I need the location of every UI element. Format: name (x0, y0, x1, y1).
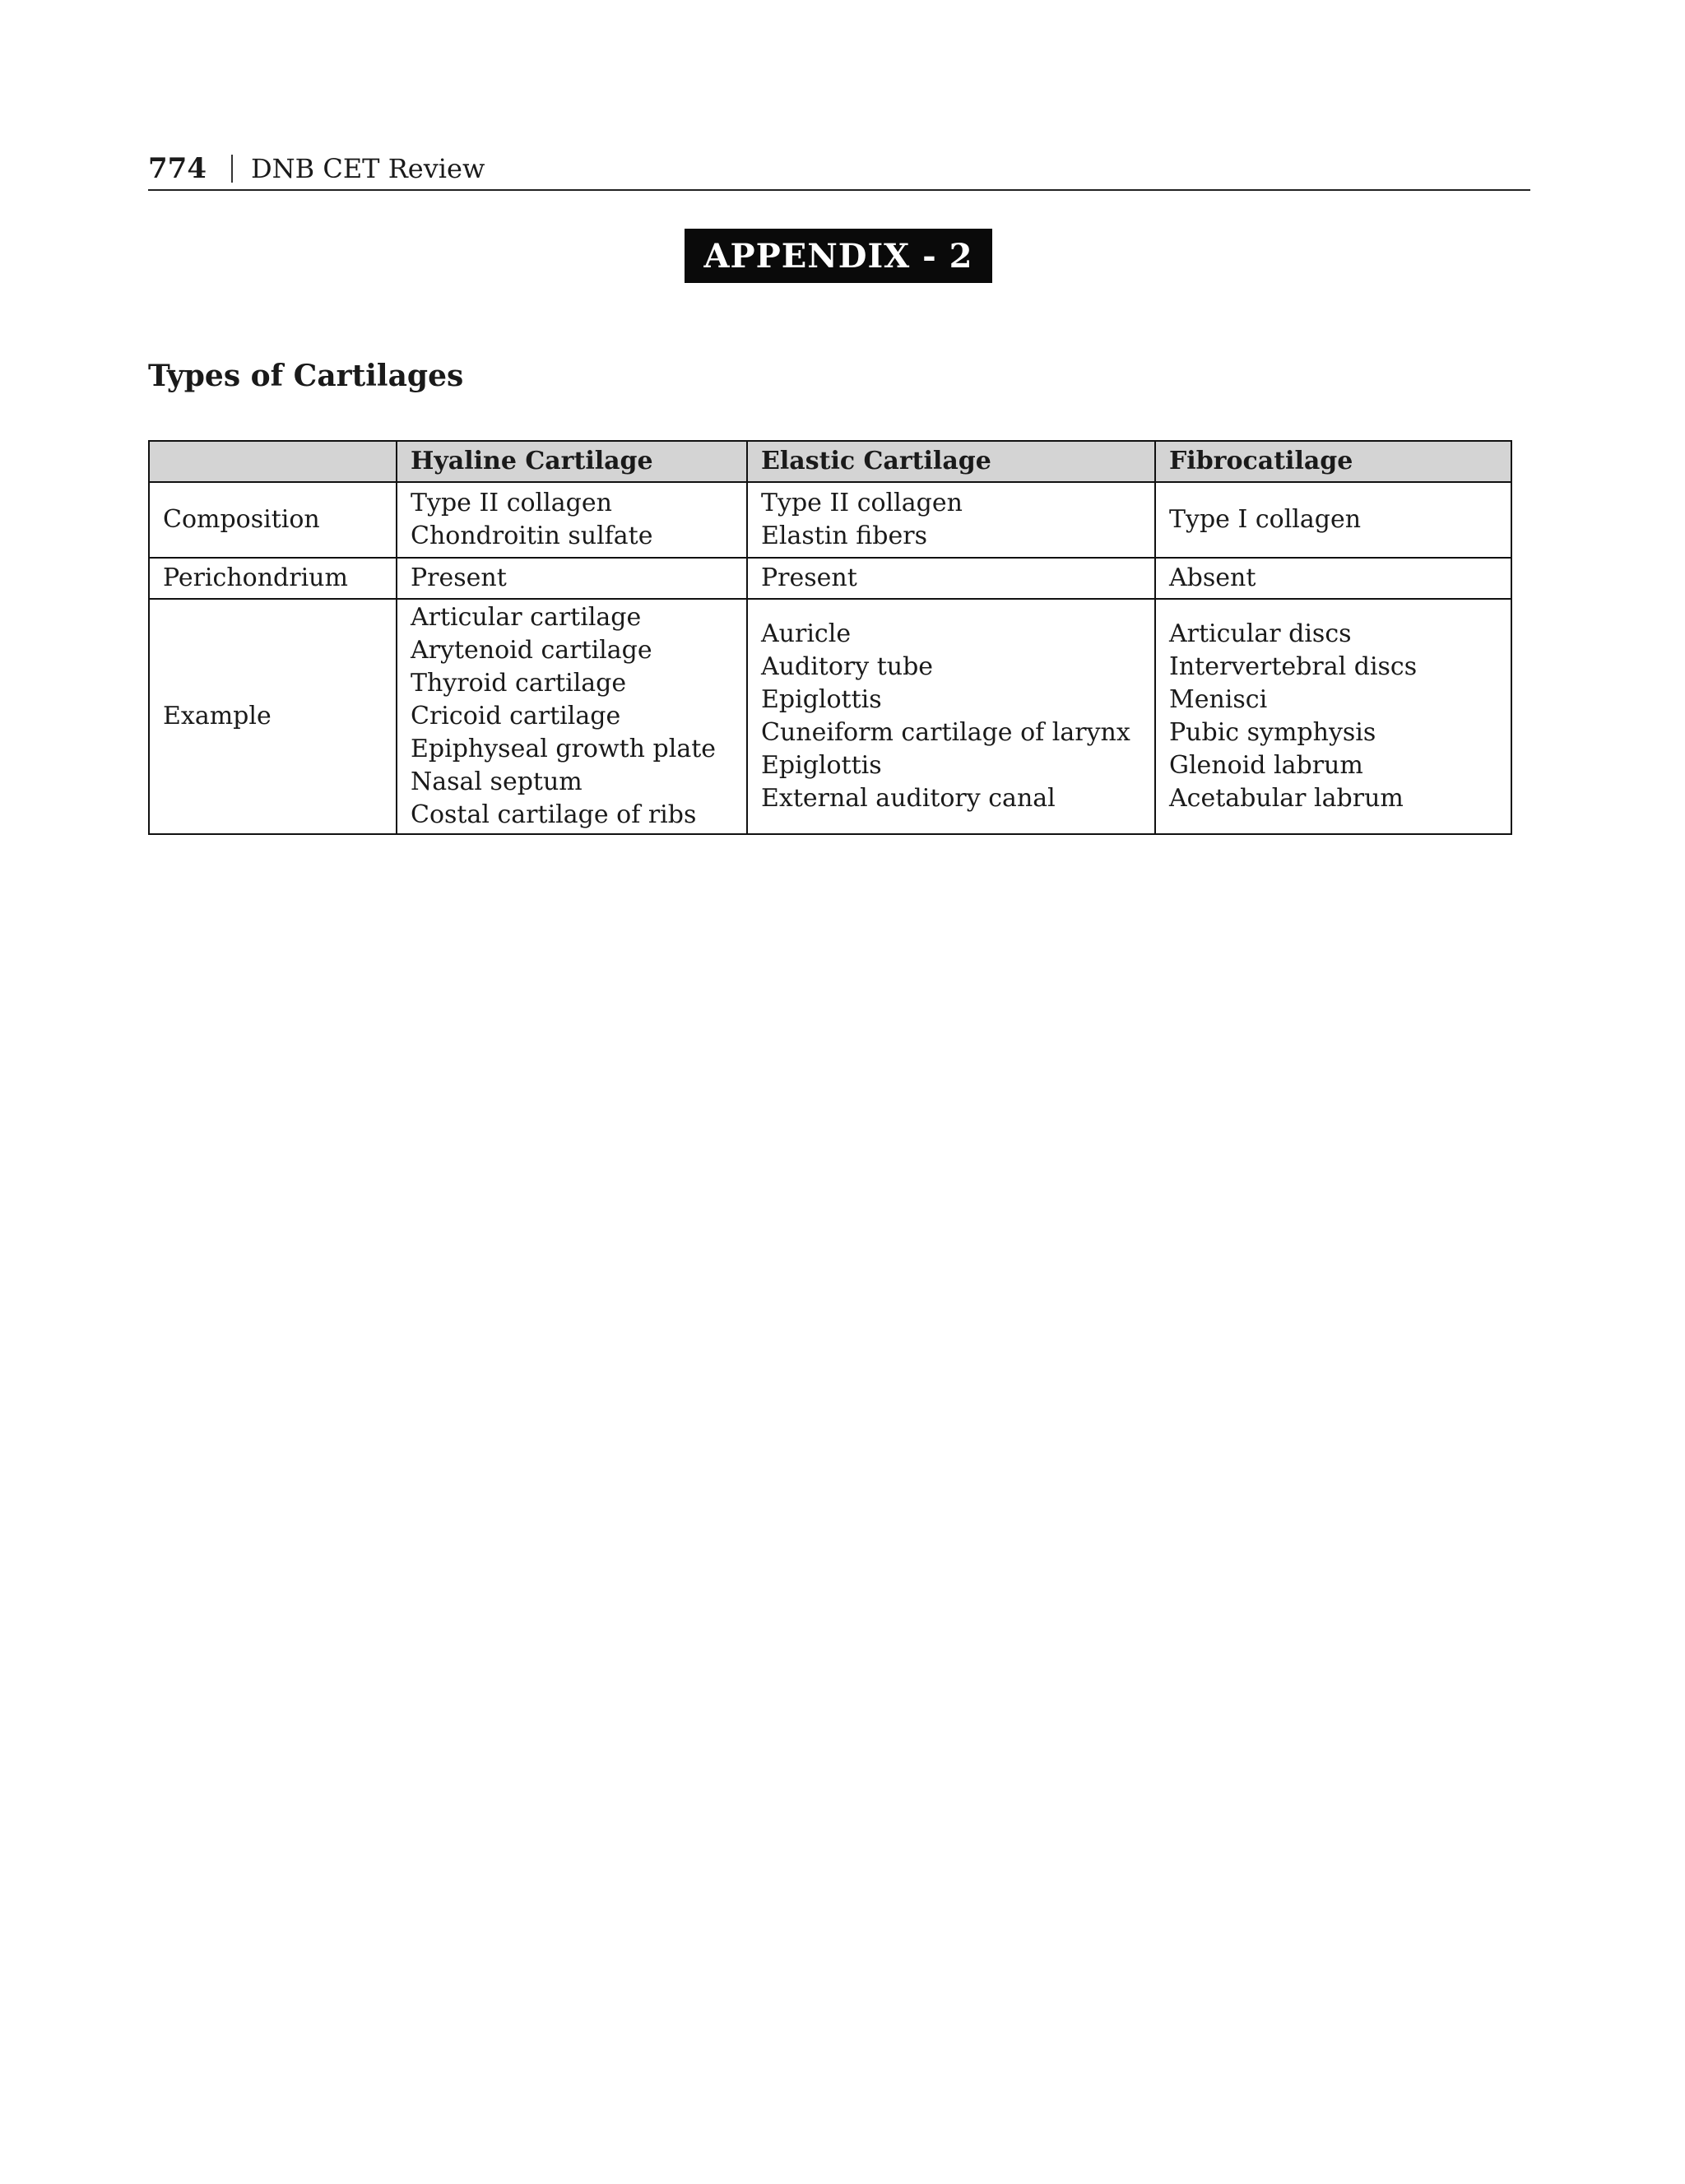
cell-hyaline (397, 482, 747, 558)
cell-elastic (747, 599, 1155, 834)
cell-fibro (1155, 599, 1511, 834)
table-row (149, 558, 1511, 599)
cell-line: Intervertebral discs (1169, 652, 1418, 681)
cell-line: Elastin fibers (761, 522, 927, 550)
cell-line: Menisci (1169, 685, 1268, 714)
header-cell-hyaline: Hyaline Cartilage (397, 441, 747, 482)
cell-line: Articular cartilage (411, 603, 642, 632)
table-header-row (149, 441, 1511, 482)
cell-line: Epiphyseal growth plate (411, 735, 717, 763)
cell-line: Auditory tube (761, 652, 934, 681)
row-label-composition: Composition (149, 482, 397, 558)
running-title: DNB CET Review (250, 153, 485, 184)
cell-line: Pubic symphysis (1169, 718, 1376, 747)
page-header (148, 148, 1530, 191)
header-cell-fibro: Fibrocatilage (1155, 441, 1511, 482)
cell-line: Present (411, 563, 507, 592)
header-cell-elastic: Elastic Cartilage (747, 441, 1155, 482)
table-row (149, 599, 1511, 834)
section-heading: Types of Cartilages (148, 359, 464, 393)
row-label-perichondrium: Perichondrium (149, 558, 397, 599)
cell-line: Cuneiform cartilage of larynx (761, 718, 1130, 747)
header-cell-empty (149, 441, 397, 482)
cell-hyaline (397, 558, 747, 599)
cell-elastic (747, 558, 1155, 599)
cell-line: Thyroid cartilage (411, 669, 627, 698)
cell-line: Glenoid labrum (1169, 751, 1363, 780)
cell-line: Arytenoid cartilage (411, 636, 652, 665)
cell-line: Epiglottis (761, 751, 882, 780)
cell-line: Type II collagen (761, 489, 963, 517)
cell-line: Articular discs (1169, 619, 1352, 648)
cell-line: Absent (1169, 563, 1256, 592)
cell-line: Type II collagen (411, 489, 612, 517)
cell-line: Chondroitin sulfate (411, 522, 653, 550)
row-label-example: Example (149, 599, 397, 834)
cell-fibro (1155, 482, 1511, 558)
cartilage-table (148, 440, 1512, 835)
cell-line: Present (761, 563, 857, 592)
table-row (149, 482, 1511, 558)
cell-line: Epiglottis (761, 685, 882, 714)
cell-line: External auditory canal (761, 784, 1056, 813)
page-number: 774 (148, 152, 207, 185)
header-divider (231, 155, 233, 183)
cell-line: Nasal septum (411, 767, 583, 796)
cell-line: Costal cartilage of ribs (411, 800, 697, 829)
cell-line: Type I collagen (1169, 505, 1362, 534)
cell-line: Acetabular labrum (1169, 784, 1404, 813)
cell-fibro (1155, 558, 1511, 599)
cell-elastic (747, 482, 1155, 558)
cell-line: Cricoid cartilage (411, 702, 621, 730)
cell-hyaline (397, 599, 747, 834)
appendix-banner: APPENDIX - 2 (685, 229, 992, 283)
cell-line: Auricle (761, 619, 852, 648)
